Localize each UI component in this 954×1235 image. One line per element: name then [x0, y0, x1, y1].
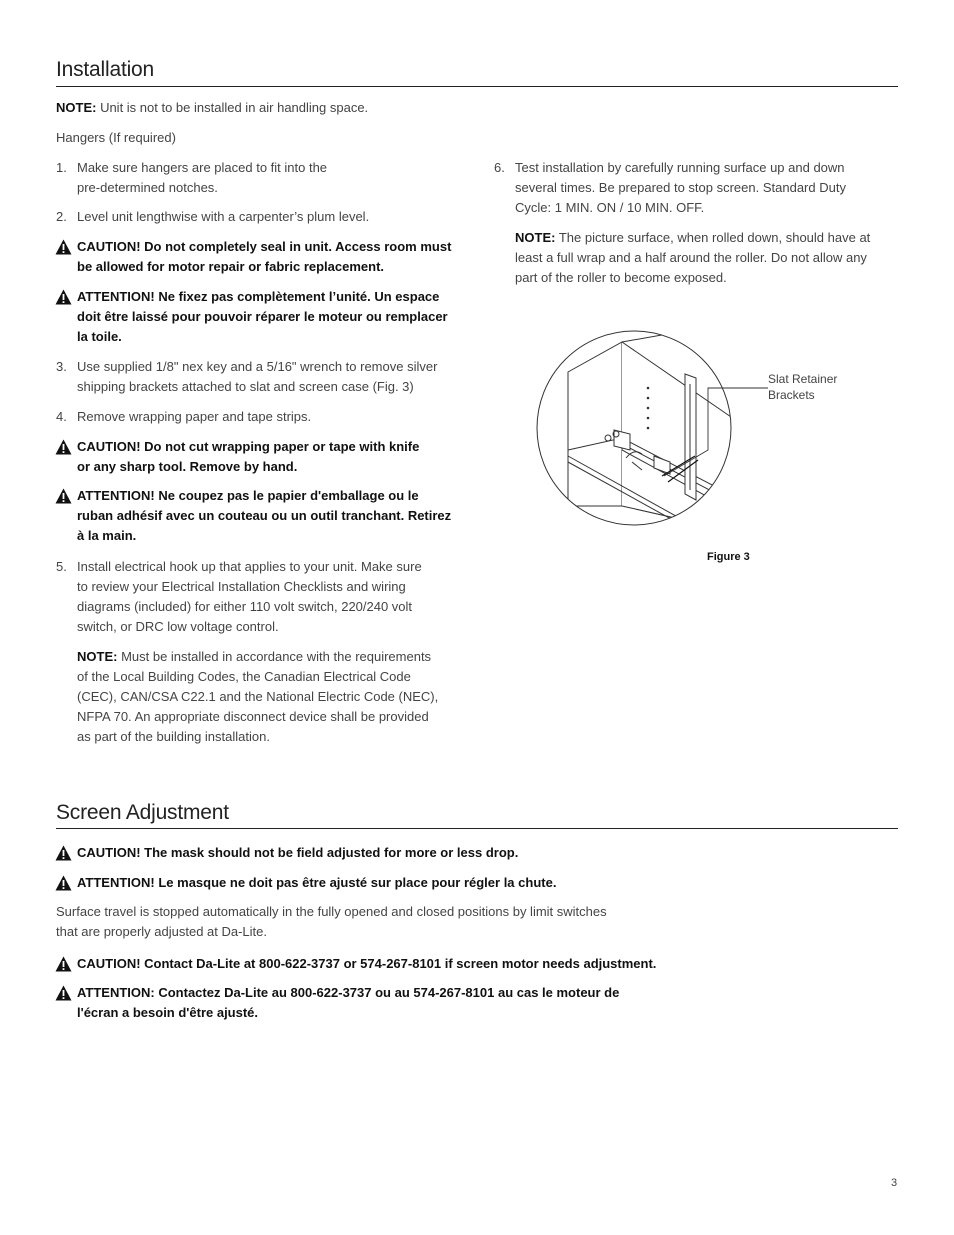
step1-number: 1.: [56, 160, 67, 175]
note2-line3: (CEC), CAN/CSA C22.1 and the National Electric Code (NEC),: [77, 689, 439, 704]
note3-line2: least a full wrap and a half around the roller. Do not allow any: [515, 250, 867, 265]
attention-cut-paper: [77, 486, 477, 546]
step4-text: Remove wrapping paper and tape strips.: [77, 409, 312, 424]
installation-title: Installation: [56, 58, 154, 81]
step4-number: 4.: [56, 409, 67, 424]
step2-number: 2.: [56, 209, 67, 224]
step5-line2: to review your Electrical Installation Checklists and wiring: [77, 579, 406, 594]
warning-icon: [55, 488, 72, 504]
step5-line1: Install electrical hook up that applies to your unit. Make sure: [77, 559, 422, 574]
electrical-code-note: [77, 647, 477, 747]
callout-line2: Brackets: [768, 388, 815, 402]
warning-icon: [55, 439, 72, 455]
figure-callout-label: [768, 371, 837, 403]
screen-adjustment-title: Screen Adjustment: [56, 801, 229, 824]
caution1-line2: be allowed for motor repair or fabric replacement.: [77, 259, 385, 274]
step1-text: [77, 158, 477, 198]
note-label: NOTE:: [56, 100, 97, 115]
callout-line1: Slat Retainer: [768, 372, 838, 386]
step5-text: [77, 557, 477, 637]
step3-line2: shipping brackets attached to slat and screen case (Fig. 3): [77, 379, 414, 394]
body-line2: that are properly adjusted at Da-Lite.: [56, 924, 268, 939]
adjustment-divider: [56, 828, 898, 829]
step6-number: 6.: [494, 160, 505, 175]
installation-divider: [56, 86, 898, 87]
attention2-line2: ruban adhésif avec un couteau ou un outil tranchant. Retirez: [77, 508, 452, 523]
limit-switch-text: [56, 902, 696, 942]
caution1-line1: CAUTION! Do not completely seal in unit. Access room must: [77, 239, 452, 254]
caution-contact: CAUTION! Contact Da-Lite at 800-622-3737 or 574-267-8101 if screen motor needs adjustment.: [77, 956, 657, 971]
attention-mask: ATTENTION! Le masque ne doit pas être ajusté sur place pour régler la chute.: [77, 875, 557, 890]
picture-surface-note: [515, 228, 905, 288]
attention2-line3: à la main.: [77, 528, 137, 543]
caution-cut-paper: [77, 437, 477, 477]
note2-line4: NFPA 70. An appropriate disconnect device shall be provided: [77, 709, 429, 724]
caution-seal-unit: [77, 237, 477, 277]
step2-text: Level unit lengthwise with a carpenter’s plum level.: [77, 209, 370, 224]
step3-line1: Use supplied 1/8" nex key and a 5/16" wrench to remove silver: [77, 359, 438, 374]
warning-icon: [55, 239, 72, 255]
page-number: 3: [891, 1177, 898, 1189]
attention-contact-line1: ATTENTION: Contactez Da-Lite au 800-622-3737 ou au 574-267-8101 au cas le moteur de: [77, 985, 620, 1000]
step5-number: 5.: [56, 559, 67, 574]
attention1-line3: la toile.: [77, 329, 122, 344]
attention2-line1: ATTENTION! Ne coupez pas le papier d'emballage ou le: [77, 488, 419, 503]
caution2-line1: CAUTION! Do not cut wrapping paper or tape with knife: [77, 439, 420, 454]
step1-line2: pre-determined notches.: [77, 180, 218, 195]
step5-line3: diagrams (included) for either 110 volt switch, 220/240 volt: [77, 599, 413, 614]
figure3-illustration: [530, 330, 770, 535]
attention1-line2: doit être laissé pour pouvoir réparer le moteur ou remplacer: [77, 309, 448, 324]
step6-line1: Test installation by carefully running surface up and down: [515, 160, 845, 175]
step3-number: 3.: [56, 359, 67, 374]
caution-mask: CAUTION! The mask should not be field adjusted for more or less drop.: [77, 845, 519, 860]
hangers-label: Hangers (If required): [56, 130, 176, 145]
warning-icon: [55, 985, 72, 1001]
attention-contact: [77, 983, 717, 1023]
warning-icon: [55, 289, 72, 305]
warning-icon: [55, 845, 72, 861]
note2-label: NOTE:: [77, 649, 118, 664]
note3-line3: part of the roller to become exposed.: [515, 270, 727, 285]
step5-line4: switch, or DRC low voltage control.: [77, 619, 279, 634]
warning-icon: [55, 956, 72, 972]
note2-line2: of the Local Building Codes, the Canadian Electrical Code: [77, 669, 411, 684]
attention-seal-unit: [77, 287, 477, 347]
installation-note: [56, 98, 368, 118]
note3-line1: The picture surface, when rolled down, should have at: [555, 230, 871, 245]
note-text: Unit is not to be installed in air handling space.: [96, 100, 369, 115]
caution2-line2: or any sharp tool. Remove by hand.: [77, 459, 298, 474]
warning-icon: [55, 875, 72, 891]
note3-label: NOTE:: [515, 230, 556, 245]
figure-caption: Figure 3: [707, 551, 750, 563]
step1-line1: Make sure hangers are placed to fit into the: [77, 160, 328, 175]
body-line1: Surface travel is stopped automatically in the fully opened and closed positions by limit switches: [56, 904, 607, 919]
step6-line3: Cycle: 1 MIN. ON / 10 MIN. OFF.: [515, 200, 705, 215]
step6-text: [515, 158, 905, 218]
note2-line1: Must be installed in accordance with the requirements: [117, 649, 432, 664]
step6-line2: several times. Be prepared to stop screen. Standard Duty: [515, 180, 846, 195]
step3-text: [77, 357, 477, 397]
attention-contact-line2: l'écran a besoin d'être ajusté.: [77, 1005, 259, 1020]
attention1-line1: ATTENTION! Ne fixez pas complètement l’unité. Un espace: [77, 289, 440, 304]
note2-line5: as part of the building installation.: [77, 729, 270, 744]
